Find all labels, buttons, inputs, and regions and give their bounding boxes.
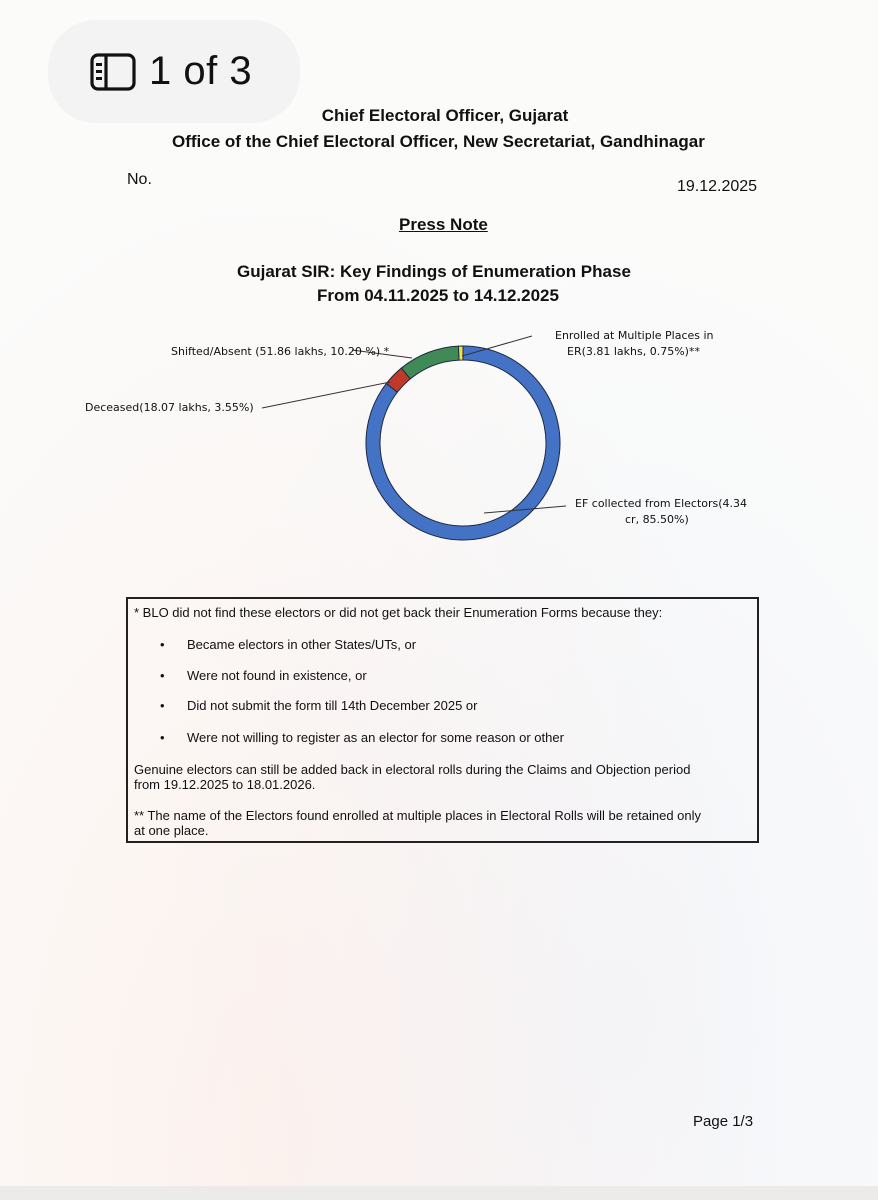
donut-slice-2 bbox=[401, 346, 459, 379]
bullet: • bbox=[160, 668, 165, 683]
header-line-1: Chief Electoral Officer, Gujarat bbox=[321, 106, 569, 125]
notes-intro: * BLO did not find these electors or did not get back their Enumeration Forms because they: bbox=[134, 605, 663, 620]
note-genuine-line-2: from 19.12.2025 to 18.01.2026. bbox=[134, 777, 316, 792]
note-bullet-2: Were not found in existence, or bbox=[187, 668, 367, 683]
page-edge bbox=[0, 1186, 878, 1200]
document-date: 19.12.2025 bbox=[677, 178, 758, 195]
label-multiple-line-2: ER(3.81 lakhs, 0.75%)** bbox=[567, 345, 700, 358]
donut-slice-3 bbox=[458, 346, 463, 360]
label-ef-line-2: cr, 85.50%) bbox=[625, 513, 689, 526]
donut-chart bbox=[0, 300, 878, 560]
page-counter-text: 1 of 3 bbox=[149, 49, 253, 93]
bullet: • bbox=[160, 730, 165, 745]
note-multiple-line-1: ** The name of the Electors found enrolled at multiple places in Electoral Rolls will be retained only bbox=[134, 808, 702, 823]
label-multiple-line-1: Enrolled at Multiple Places in bbox=[555, 329, 714, 342]
notes-box bbox=[126, 597, 759, 843]
note-multiple-line-2: at one place. bbox=[134, 823, 209, 838]
press-note-heading: Press Note bbox=[399, 215, 488, 234]
note-bullet-3: Did not submit the form till 14th December 2025 or bbox=[187, 698, 478, 713]
header-line-2: Office of the Chief Electoral Officer, New Secretariat, Gandhinagar bbox=[172, 132, 705, 151]
label-shifted-absent: Shifted/Absent (51.86 lakhs, 10.20 %) * bbox=[171, 345, 390, 358]
page-list-icon bbox=[89, 52, 137, 92]
title-line-1: Gujarat SIR: Key Findings of Enumeration Phase bbox=[237, 262, 631, 281]
bullet: • bbox=[160, 698, 165, 713]
note-bullet-4: Were not willing to register as an elector for some reason or other bbox=[187, 730, 564, 745]
title-line-2: From 04.11.2025 to 14.12.2025 bbox=[317, 286, 559, 305]
label-deceased: Deceased(18.07 lakhs, 3.55%) bbox=[85, 401, 254, 414]
reference-number-label: No. bbox=[127, 171, 152, 188]
bullet: • bbox=[160, 637, 165, 652]
page-number: Page 1/3 bbox=[693, 1113, 754, 1130]
note-bullet-1: Became electors in other States/UTs, or bbox=[187, 637, 417, 652]
label-ef-line-1: EF collected from Electors(4.34 bbox=[575, 497, 748, 510]
note-genuine-line-1: Genuine electors can still be added back in electoral rolls during the Claims and Objection period bbox=[134, 762, 691, 777]
leader-line-deceased bbox=[262, 382, 390, 408]
